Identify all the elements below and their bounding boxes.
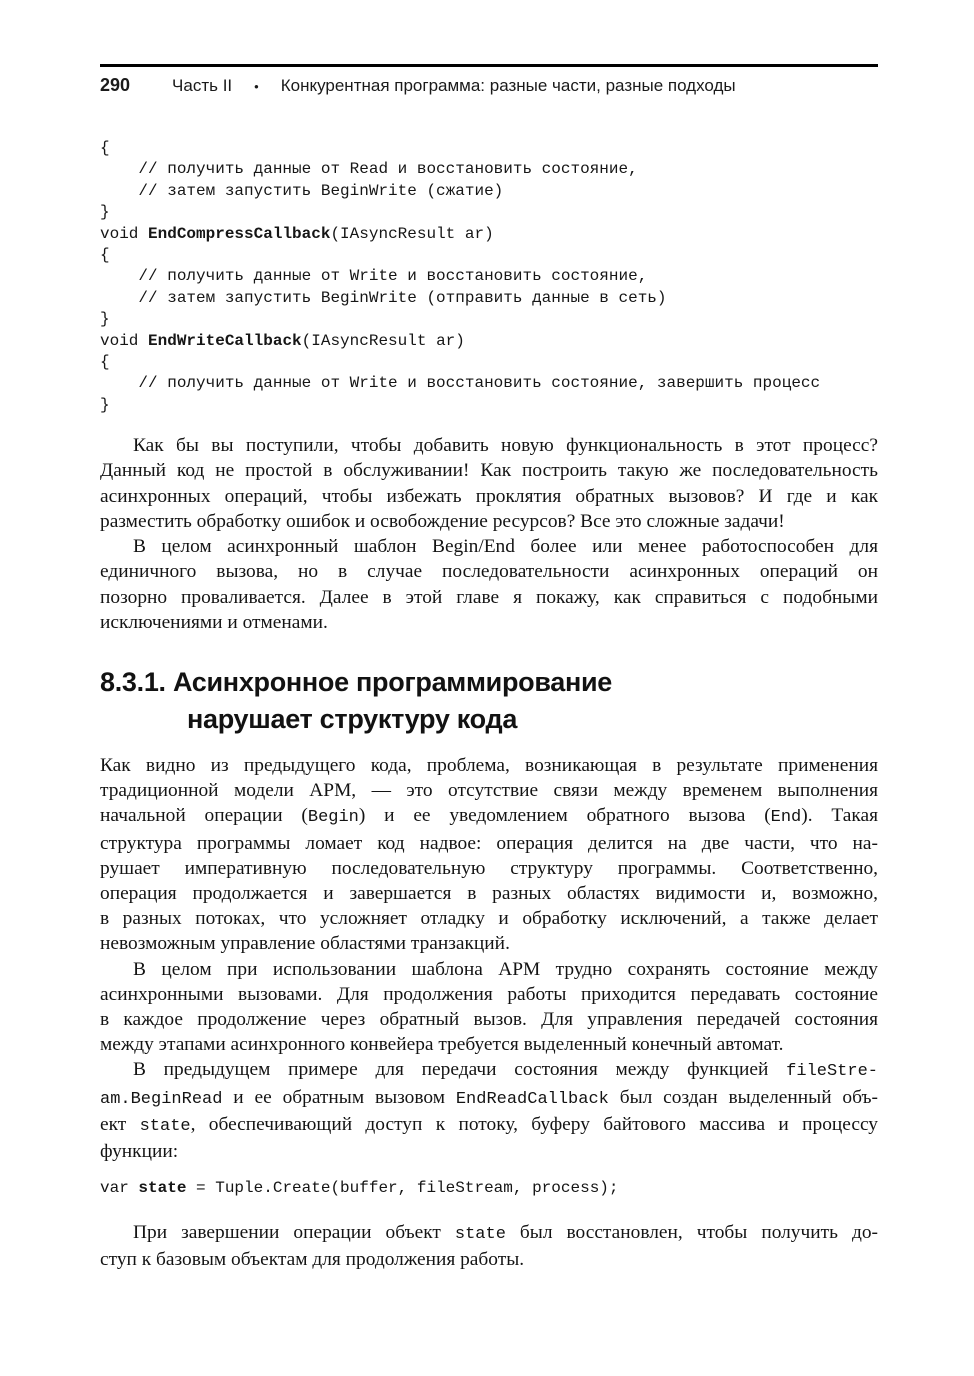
text-run: традиционной модели APM, — это отсутствие связи между временем выполнения <box>100 780 878 802</box>
running-head <box>100 64 878 96</box>
page-number: 290 <box>100 75 131 95</box>
paragraph <box>100 534 878 635</box>
text-run: асинхронными вызовами. Для продолжения работы приходится передавать состояние <box>100 983 878 1005</box>
code-line <box>100 288 878 309</box>
code-run: // получить данные от Read и восстановить состояние, <box>100 160 638 179</box>
text-run: единичного вызова, но в случае последовательности асинхронных операций он <box>100 561 878 583</box>
code-run: void <box>100 224 149 243</box>
code-line <box>100 224 878 245</box>
text-line <box>100 856 878 881</box>
text-run: В целом при использовании шаблона APM трудно сохранять состояние между <box>133 958 878 980</box>
text-line <box>100 803 878 830</box>
text-run: между этапами асинхронного конвейера требуется выделенный конечный автомат. <box>100 1034 784 1056</box>
code-run: // получить данные от Write и восстановить состояние, завершить процесс <box>100 374 821 393</box>
body-text-block-2 <box>100 753 878 1164</box>
text-run: В предыдущем примере для передачи состояния между функцией <box>133 1059 787 1081</box>
code-run: } <box>100 395 110 414</box>
chapter-title: Конкурентная программа: разные части, разные подходы <box>280 76 736 95</box>
text-run: state <box>454 1224 506 1244</box>
text-run: state <box>139 1116 191 1136</box>
code-run: (IAsyncResult ar) <box>301 331 465 350</box>
text-line <box>100 1085 878 1112</box>
section-heading <box>100 664 878 738</box>
text-line <box>100 484 878 509</box>
code-line <box>100 202 878 223</box>
text-run: , обеспечивающий доступ к потоку, буферу байтового массива и процессу <box>190 1113 879 1135</box>
code-run: } <box>100 310 110 329</box>
text-line <box>100 610 878 635</box>
text-run: функции: <box>100 1140 179 1162</box>
code-line <box>100 331 878 352</box>
text-run: Begin <box>307 808 359 828</box>
text-run: Как видно из предыдущего кода, проблема, возникающая в результате применения <box>100 754 878 776</box>
paragraph <box>100 753 878 957</box>
text-run: и ее обратным вызовом <box>222 1086 456 1108</box>
text-line <box>100 831 878 856</box>
code-line <box>100 373 878 394</box>
body-text-block-3 <box>100 1220 878 1272</box>
code-run: EndWriteCallback <box>148 331 302 350</box>
code-line <box>100 266 878 287</box>
text-run: Как бы вы поступили, чтобы добавить новую функциональность в этот процесс? <box>133 435 878 457</box>
code-run: state <box>138 1179 187 1198</box>
code-run: (IAsyncResult ar) <box>330 224 494 243</box>
paragraph <box>100 957 878 1058</box>
text-line <box>100 931 878 956</box>
code-run: // затем запустить BeginWrite (сжатие) <box>100 181 504 200</box>
text-run: am.BeginRead <box>100 1089 223 1109</box>
code-line <box>100 1178 878 1199</box>
text-run: операция продолжается и завершается в разных областях видимости и, возможно, <box>100 882 878 904</box>
text-run: ). Такая <box>801 805 878 827</box>
text-line <box>100 957 878 982</box>
text-run: асинхронных операций, чтобы избежать проклятия обратных вызовов? И где и как <box>100 485 878 507</box>
text-run: разместить обработку ошибок и освобождение ресурсов? Все это сложные задачи! <box>100 510 785 532</box>
text-run: ект <box>100 1113 140 1135</box>
code-block-callbacks <box>100 138 878 416</box>
text-line <box>100 1139 878 1164</box>
text-line <box>100 1220 878 1247</box>
text-line <box>100 778 878 803</box>
code-line <box>100 309 878 330</box>
code-line <box>100 138 878 159</box>
code-line <box>100 245 878 266</box>
text-run: EndReadCallback <box>455 1089 609 1109</box>
text-run: в разных потоках, что усложняет отладку и обработку исключений, а также делает <box>100 908 878 930</box>
text-run: fileStre- <box>786 1062 878 1082</box>
text-run: начальной операции ( <box>100 805 308 827</box>
text-run: При завершении операции объект <box>133 1221 455 1243</box>
text-line <box>100 906 878 931</box>
text-run: позорно проваливается. Далее в этой главе я покажу, как справиться с подобными <box>100 586 878 608</box>
text-line <box>100 559 878 584</box>
text-run: В целом асинхронный шаблон Begin/End более или менее работоспособен для <box>133 536 878 558</box>
page-content <box>100 64 878 1272</box>
text-line <box>100 585 878 610</box>
text-line <box>100 1032 878 1057</box>
code-run: { <box>100 139 110 157</box>
code-line <box>100 395 878 416</box>
paragraph <box>100 1220 878 1272</box>
text-line <box>100 1112 878 1139</box>
text-run: невозможным управление областями транзакций. <box>100 933 510 955</box>
text-run: был восстановлен, чтобы получить до- <box>505 1221 878 1243</box>
text-run: в каждое продолжение через обратный вызов. Для управления передачей состояния <box>100 1008 878 1030</box>
text-run: структура программы ломает код надвое: операция делится на две части, что на- <box>100 832 878 854</box>
code-run: } <box>100 203 110 222</box>
text-line <box>100 1007 878 1032</box>
text-line <box>100 534 878 559</box>
code-run: = Tuple.Create(buffer, fileStream, process); <box>186 1179 619 1198</box>
code-line <box>100 181 878 202</box>
section-heading-line1: 8.3.1. Асинхронное программирование <box>100 666 613 697</box>
text-run: Данный код не простой в обслуживании! Как построить такую же последовательность <box>100 460 878 482</box>
code-run: void <box>100 331 149 350</box>
text-run: ступ к базовым объектам для продолжения работы. <box>100 1248 525 1270</box>
text-line <box>100 753 878 778</box>
text-run: рушает императивную последовательную структуру программы. Соответственно, <box>100 857 878 879</box>
paragraph <box>100 433 878 534</box>
text-line <box>100 1057 878 1084</box>
code-run: EndCompressCallback <box>148 224 331 243</box>
section-heading-line2: нарушает структуру кода <box>187 703 518 734</box>
paragraph <box>100 1057 878 1164</box>
body-text-block-1 <box>100 433 878 635</box>
text-line <box>100 509 878 534</box>
code-statement-tuple-create <box>100 1178 878 1199</box>
text-line <box>100 1247 878 1272</box>
text-line <box>100 881 878 906</box>
text-line <box>100 982 878 1007</box>
code-run: { <box>100 246 110 265</box>
text-run: End <box>770 808 802 828</box>
code-run: // затем запустить BeginWrite (отправить данные в сеть) <box>100 288 667 307</box>
code-run: // получить данные от Write и восстановить состояние, <box>100 267 648 286</box>
text-line <box>100 433 878 458</box>
code-run: var <box>100 1179 139 1198</box>
text-run: был создан выделенный объ- <box>608 1086 878 1108</box>
text-line <box>100 458 878 483</box>
code-line <box>100 352 878 373</box>
part-label: Часть II <box>172 76 233 95</box>
code-line <box>100 159 878 180</box>
text-run: исключениями и отменами. <box>100 611 328 633</box>
text-run: ) и ее уведомлением обратного вызова ( <box>358 805 771 827</box>
bullet-separator-icon: • <box>254 79 259 94</box>
code-run: { <box>100 353 110 372</box>
